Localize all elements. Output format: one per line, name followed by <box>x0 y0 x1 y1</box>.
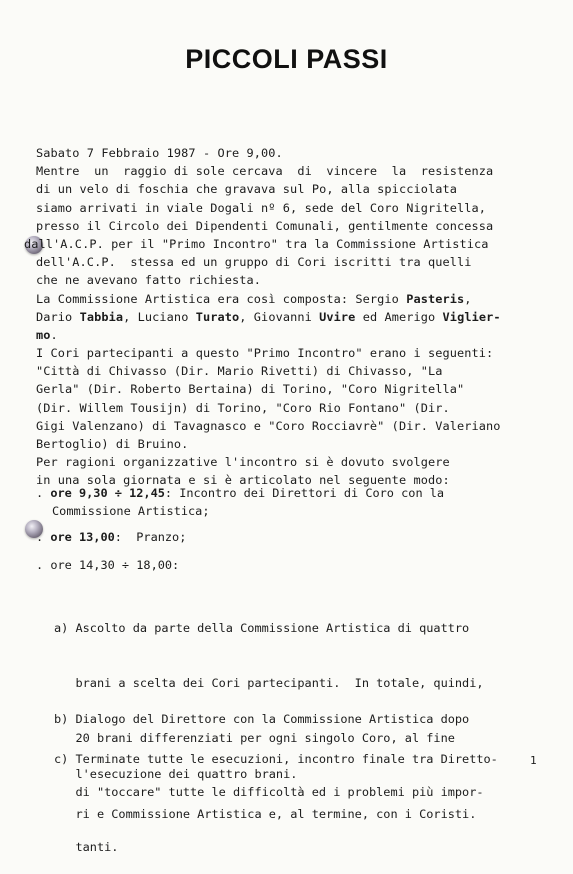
intro-line: presso il Circolo dei Dipendenti Comunali, gentilmente concessa <box>36 218 494 233</box>
sub-item-line: a) Ascolto da parte della Commissione Artistica di quattro <box>54 621 470 636</box>
text-span: . <box>50 327 58 342</box>
choirs-line: I Cori partecipanti a questo "Primo Incontro" erano i seguenti: <box>36 346 494 361</box>
schedule-item-2 <box>36 530 186 544</box>
choirs-line: (Dir. Willem Tousijn) di Torino, "Coro Rio Fontano" (Dir. <box>36 400 450 415</box>
schedule-text: : Incontro dei Direttori di Coro con la <box>164 486 445 500</box>
page-title: PICCOLI PASSI <box>185 44 388 74</box>
schedule-time: ore 14,30 ÷ 18,00 <box>50 558 173 572</box>
sub-item-line: 20 brani differenziati per ogni singolo Coro, al fine <box>54 730 455 745</box>
schedule-item-1-cont: Commissione Artistica; <box>52 504 210 518</box>
sub-item-line: ri e Commissione Artistica e, al termine, con i Coristi. <box>54 807 477 822</box>
sub-item-c <box>54 714 498 841</box>
bullet: . <box>36 486 44 500</box>
choirs-line: in una sola giornata e si è articolato nel seguente modo: <box>36 473 450 488</box>
commission-line <box>36 308 541 326</box>
intro-line: dell'A.C.P. stessa ed un gruppo di Cori iscritti tra quelli <box>36 255 472 270</box>
intro-line: di un velo di foschia che gravava sul Po, alla spicciolata <box>36 182 458 197</box>
sub-item-line: c) Terminate tutte le esecuzioni, incontro finale tra Diretto- <box>54 752 498 767</box>
commission-line <box>36 326 541 344</box>
text-span: Dario <box>36 309 80 324</box>
sub-item-line: di "toccare" tutte le difficoltà ed i problemi più impor- <box>54 785 484 800</box>
document-body <box>24 144 541 490</box>
text-span: , <box>464 291 472 306</box>
intro-line: siamo arrivati in viale Dogali nº 6, sede del Coro Nigritella, <box>36 200 487 215</box>
bullet: . <box>36 530 44 544</box>
sub-item-line: brani a scelta dei Cori partecipanti. In totale, quindi, <box>54 676 484 691</box>
schedule-item-1 <box>36 486 444 500</box>
intro-line: che ne avevano fatto richiesta. <box>36 273 262 288</box>
commission-line <box>36 290 541 308</box>
member-name: Viglier- <box>442 309 501 324</box>
page-number: 1 <box>530 754 537 767</box>
schedule-item-3 <box>36 558 179 572</box>
choirs-line: Bertoglio) di Bruino. <box>36 437 189 451</box>
member-name: Turato <box>195 309 240 324</box>
choirs-line: Per ragioni organizzative l'incontro si è dovuto svolgere <box>36 455 450 470</box>
text-span: , Luciano <box>123 309 196 324</box>
intro-line: dall'A.C.P. per il "Primo Incontro" tra la Commissione Artistica <box>24 236 489 251</box>
schedule-time: ore 9,30 ÷ 12,45 <box>50 486 165 500</box>
member-name: mo <box>36 327 51 342</box>
text-span: La Commissione Artistica era così composta: Sergio <box>36 291 407 306</box>
bullet: . <box>36 558 44 572</box>
member-name: Uvire <box>319 309 356 324</box>
text-span: , Giovanni <box>239 309 320 324</box>
intro-line: Mentre un raggio di sole cercava di vincere la resistenza <box>36 164 494 179</box>
member-name: Pasteris <box>406 291 465 306</box>
choirs-line: "Città di Chivasso (Dir. Mario Rivetti) di Chivasso, "La <box>36 364 443 379</box>
choirs-line: Gerla" (Dir. Roberto Bertaina) di Torino, "Coro Nigritella" <box>36 382 465 397</box>
schedule-time: ore 13,00 <box>50 530 115 544</box>
schedule-text: : <box>172 558 180 572</box>
sub-item-line: tanti. <box>54 839 119 854</box>
choirs-line: Gigi Valenzano) di Tavagnasco e "Coro Rocciavrè" (Dir. Valeriano <box>36 418 501 433</box>
text-span: ed Amerigo <box>355 309 443 324</box>
intro-line: Sabato 7 Febbraio 1987 - Ore 9,00. <box>36 146 283 160</box>
sub-item-line: l'esecuzione dei quattro brani. <box>54 767 298 782</box>
member-name: Tabbia <box>79 309 124 324</box>
schedule-text: : Pranzo; <box>114 530 187 544</box>
sub-item-line: b) Dialogo del Direttore con la Commissione Artistica dopo <box>54 712 470 727</box>
